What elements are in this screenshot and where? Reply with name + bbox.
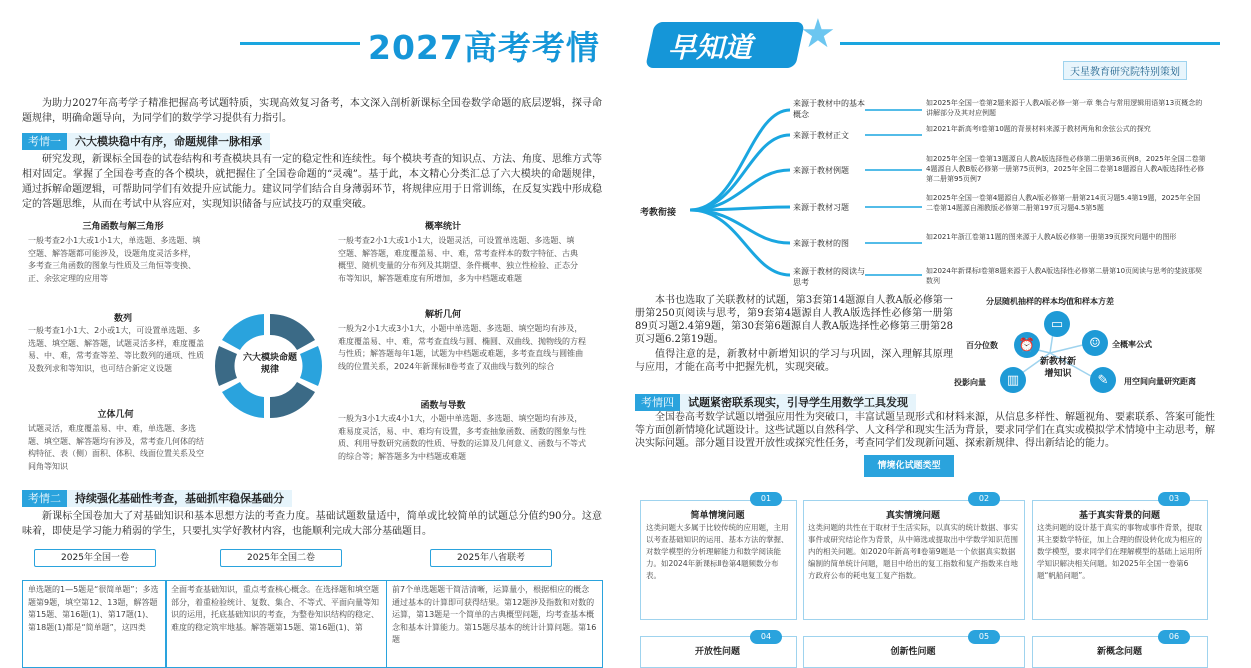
type-number-badge: 03	[1158, 492, 1190, 506]
section-2-body: 新课标全国卷加大了对基础知识和基本思想方法的考查力度。基础试题数量适中，简单或比较简单的试题总分值约90分。这意味着，即使是学习能力稍弱的学生，只要扎实学好教材内容，也能顺利完成大部分基础题目。	[22, 511, 602, 537]
exam-column-text: 全面考查基础知识，重点考查核心概念。在选择题和填空题部分，着重检验统计、复数、集合、不等式、平面向量等知识的运用，托底基础知识的考查，为整卷知识结构的稳定、难度的稳定筑牢地基。解答题第15题、第16题(1)、第	[165, 580, 387, 668]
module-text: 一般为2小1大或3小1大，小题中单选题、多选题、填空题均有涉及，难度覆盖易、中、难，常考查直线与圆、椭圆、双曲线、抛物线的方程与性质；解答题每年1题，试题为中档题或难题，多考查直线与圆锥曲线的位置关系，2024年新课标Ⅱ卷考查了双曲线与数列的综合	[338, 324, 586, 371]
exam-label-2025-1: 2025年全国一卷	[34, 549, 156, 567]
mindmap-leaf-detail: 如2024年新课标Ⅰ卷第8题来源于人教A版选择性必修第二册第10页阅读与思考的斐波那契数列	[926, 267, 1203, 285]
section-4-tag: 考情四	[635, 394, 680, 411]
ring-segment	[300, 346, 322, 386]
module-title: 概率统计	[424, 222, 461, 232]
type-title: 创新性问题	[890, 647, 936, 657]
module-text: 一般为3小1大或4小1大，小题中单选题、多选题、填空题均有涉及，难易度灵活，易、中、难均有设置，多考查抽象函数、函数的图象与性质、利用导数研究函数的性质、导数的运算及几何意义、函数与不等式的综合等；解答题多为中档题或难题	[338, 414, 586, 461]
module-title: 立体几何	[97, 410, 134, 420]
exam-column-text: 单选题的1—5题是“很简单题”；多选题第9题，填空第12、13题，解答题第15题、第16题(1)、第17题(1)、第18题(1)都是“简单题”，这四类	[22, 580, 167, 668]
mindmap-branch-label: 来源于教材习题	[793, 203, 849, 212]
page-title: 2027高考考情	[368, 28, 600, 67]
section-4-title: 试题紧密联系现实，引导学生用数学工具发现	[680, 394, 916, 411]
compass-icon: ✎	[1090, 367, 1116, 393]
ring-segment	[215, 346, 237, 386]
header-line-right	[840, 42, 1220, 45]
module-center-label: 六大模块命题规律	[243, 353, 298, 375]
section-2-title: 持续强化基础性考查，基础抓牢稳保基础分	[67, 490, 292, 507]
module-text: 一般考查2小1大或1小1大，单选题、多选题、填空题、解答题都可能涉及，设题角度灵活多样，多考查三角函数的图象与性质及三角恒等变换、正、余弦定理的应用等	[28, 236, 201, 283]
new-knowledge-item: 用空间向量研究距离	[1124, 377, 1196, 386]
section-3-body-2: 值得注意的是，新教材中新增知识的学习与巩固，深入理解其原理与应用，才能在高考中把握先机，实现突破。	[635, 349, 953, 373]
new-knowledge-item: 百分位数	[966, 341, 998, 350]
intro-paragraph: 为助力2027年高考学子精准把握高考试题特质，实现高效复习备考，本文深入剖析新课标全国卷数学命题的底层逻辑，探寻命题规律，明确命题导向，为同学们的数学学习提供有力指引。	[22, 98, 602, 124]
mindmap-branch-label: 来源于教材例题	[793, 166, 849, 175]
exam-label-2025-2: 2025年全国二卷	[220, 549, 342, 567]
mindmap-leaf-detail: 如2025年全国一卷第4题源自人教A版必修第一册第214页习题5.4第19题，2025年全国二卷第14题源自湘教版必修第二册第197页习题4.5第5题	[926, 194, 1201, 212]
type-title: 真实情境问题	[885, 511, 940, 521]
mindmap-leaf-detail: 如2025年全国一卷第2题来源于人教A版必修一第一章 集合与常用逻辑用语第13页概念的讲解部分及其对应例题	[926, 99, 1203, 117]
new-knowledge-item: 全概率公式	[1112, 340, 1152, 349]
new-knowledge-center: 新教材新增知识	[1039, 357, 1076, 379]
mindmap-branch-label: 来源于教材的图	[793, 239, 849, 248]
section-4-body: 全国卷高考数学试题以增强应用性为突破口，丰富试题呈现形式和材料来源，从信息多样性、解题视角、要素联系、答案可能性等方面创新情境化试题设计。这些试题以自然科学、人文科学和现实生活为背景，要求同学们在真实或模拟学术情境中主动思考，解决实际问题。部分题目设置开放性或探究性任务，考查同学们发现新问题、探索新规律、得出新结论的能力。	[635, 412, 1215, 449]
mindmap-center-label: 考教衔接	[640, 208, 677, 218]
module-text: 一般考查2小1大或1小1大，设题灵活，可设置单选题、多选题、填空题、解答题，难度覆盖易、中、难，常考查样本的数字特征、古典概型、随机变量的分布列及其期望、条件概率、独立性检验、正态分布等知识，解答题难度有所增加，多为中档题或难题	[338, 236, 578, 283]
mindmap-leaf-detail: 如2021年浙江卷第11题的图来源于人教A版必修第一册第39页探究问题中的图形	[926, 233, 1177, 241]
mindmap-branches	[690, 95, 930, 295]
mindmap-leaf-detail: 如2025年全国一卷第13题源自人教A版选择性必修第二册第36页例8，2025年全国二卷第4题源自人教B版必修第一册第75页例3，2025年全国二卷第18题源自人教A版选择性必修第二册第95页例7	[926, 155, 1206, 183]
type-number-badge: 02	[968, 492, 1000, 506]
module-text: 一般考查1小1大、2小或1大，可设置单选题、多选题、填空题、解答题，试题灵活多样，难度覆盖易、中、难，常考查等差、等比数列的通项、性质及数列求和等知识，也可结合新定义设题	[28, 326, 204, 373]
module-title: 数列	[113, 314, 132, 324]
people-icon: ☺	[1082, 330, 1108, 356]
credit-label: 天星教育研究院特别策划	[1063, 61, 1187, 80]
module-title: 解析几何	[424, 310, 461, 320]
type-text: 这类问题大多属于比较传统的应用题，主用以考查基础知识的运用、基本方法的掌握、对数学模型的分析理解能力和数学阅读能力。如2024年新课标Ⅱ卷第4题频数分布表。	[646, 523, 789, 580]
type-text: 这类问题的设计基于真实的事物或事件背景，提取其主要数学特征，加上合理的假设转化成为相应的数学模型，要求同学们在理解模型的基础上运用所学知识解决相关问题。如2025年全国一卷第6题“帆船问题”。	[1037, 523, 1202, 580]
type-title: 简单情境问题	[690, 511, 745, 521]
section-2-header	[22, 490, 292, 507]
type-number-badge: 06	[1158, 630, 1190, 644]
bar-chart-icon: ▥	[1000, 367, 1026, 393]
new-knowledge-title-1: 分层随机抽样的样本均值和样本方差	[986, 297, 1114, 306]
mindmap-branch-label: 来源于教材正文	[793, 131, 849, 140]
section-4-header	[635, 394, 916, 411]
title-badge-text: 早知道	[668, 31, 753, 64]
exam-column-text: 前7个单选题题干简洁清晰，运算量小，根据相应的概念通过基本的计算即可获得结果。第12题涉及指数和对数的运算，第13题是一个简单的古典概型问题，均考查基本概念和基本计算能力。第15题尽基本的统计计算问题。第16题	[386, 580, 603, 668]
type-number-badge: 05	[968, 630, 1000, 644]
module-title: 三角函数与解三角形	[82, 222, 164, 232]
section-1-title: 六大模块稳中有序，命题规律一脉相承	[67, 133, 270, 150]
section-3-body: 本书也选取了关联教材的试题，第3套第14题源自人教A版必修第一册第250页阅读与思考，第9套第4题源自人教A版选择性必修第一册第89页习题2.4第9题，第30套第6题源自人教A版选择性必修第三册第28页习题6.2第19题。	[635, 295, 953, 345]
mindmap-branch-label: 来源于教材中的基本概念	[793, 99, 865, 119]
type-title: 新概念问题	[1096, 647, 1142, 657]
types-label: 情境化试题类型	[864, 455, 954, 477]
section-1-header	[22, 133, 270, 150]
mindmap-leaf-detail: 如2021年新高考Ⅰ卷第10题的背景材料来源于教材两角和余弦公式的探究	[926, 125, 1151, 133]
laptop-icon: ▭	[1044, 311, 1070, 337]
header-line-left	[240, 42, 360, 45]
module-title: 函数与导数	[420, 401, 466, 411]
module-text: 试题灵活，难度覆盖易、中、难，单选题、多选题、填空题、解答题均有涉及，常考查几何体的结构特征、表（侧）面积、体积、线面位置关系及空间角等知识	[28, 424, 204, 471]
mindmap-branch-label: 来源于教材的阅读与思考	[793, 267, 865, 287]
section-1-body: 研究发现，新课标全国卷的试卷结构和考查模块具有一定的稳定性和连续性。每个模块考查的知识点、方法、角度、思维方式等相对固定。掌握了全国卷考查的各个模块，就把握住了全国卷命题的“灵魂”。基于此，本文精心分类汇总了六大模块的命题规律，通过拆解命题逻辑，可帮助同学们有效提升应试能力。建议同学们结合自身薄弱环节，将规律应用于日常训练，在反复实践中形成稳定的答题思维，从而在考试中从容应对，实现知识储备与应试技巧的双重突破。	[22, 154, 602, 210]
exam-label-2025-bsl: 2025年八省联考	[430, 549, 552, 567]
type-text: 这类问题的共性在于取材于生活实际，以真实的统计数据、事实事件或研究结论作为背景，从中筛选或提取出中学数学知识范围内的相关问题。如2020年新高考Ⅱ卷第9题是一个依据真实数据编制的简单统计问题，题目中给出的复工指数和复产指数来自地方政府公布的耗电复工复产指数。	[808, 523, 1018, 580]
alarm-icon: ⏰	[1014, 332, 1040, 358]
type-title: 基于真实背景的问题	[1078, 511, 1160, 521]
type-title: 开放性问题	[694, 647, 740, 657]
type-number-badge: 01	[750, 492, 782, 506]
section-1-tag: 考情一	[22, 133, 67, 150]
section-2-tag: 考情二	[22, 490, 67, 507]
type-number-badge: 04	[750, 630, 782, 644]
new-knowledge-item: 投影向量	[954, 378, 986, 387]
star-mascot-icon: ★	[800, 11, 836, 57]
